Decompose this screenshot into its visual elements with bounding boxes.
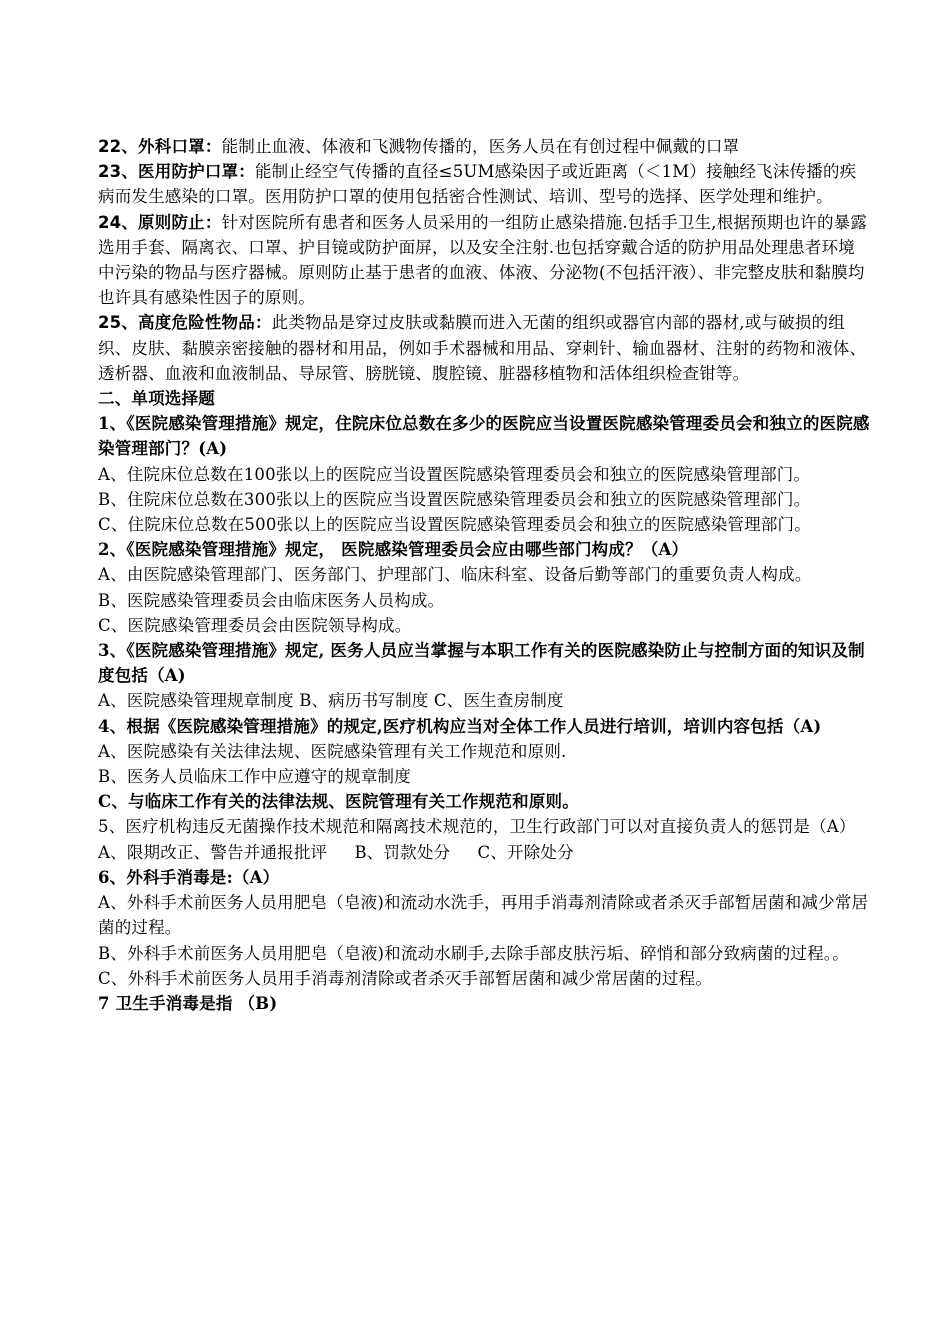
question-1-option-b: B、住院床位总数在300张以上的医院应当设置医院感染管理委员会和独立的医院感染管理部门。 <box>98 489 811 509</box>
question-4-stem: 4、根据《医院感染管理措施》的规定,医疗机构应当对全体工作人员进行培训，培训内容包括（A) <box>98 716 822 736</box>
definition-23 <box>98 159 870 209</box>
question-3-options: A、医院感染管理规章制度 B、病历书写制度 C、医生查房制度 <box>98 691 564 711</box>
definition-term: 25、高度危险性物品： <box>98 313 272 333</box>
definition-24 <box>98 210 870 311</box>
definition-text: 针对医院所有患者和医务人员采用的一组防止感染措施.包括手卫生,根据预期也许的暴露选用手套、隔离衣、口罩、护目镜或防护面屏，以及安全注射.也包括穿戴合适的防护用品处理患者环境中污染的物品与医疗器械。原则防止基于患者的血液、体液、分泌物(不包括汗液）、非完整皮肤和黏膜均也许具有感染性因子的原则。 <box>98 212 868 308</box>
question-5-stem: 5、医疗机构违反无菌操作技术规范和隔离技术规范的，卫生行政部门可以对直接负责人的惩罚是（A） <box>98 817 856 837</box>
question-1-option-c: C、住院床位总数在500张以上的医院应当设置医院感染管理委员会和独立的医院感染管理部门。 <box>98 515 811 535</box>
question-2-option-b: B、医院感染管理委员会由临床医务人员构成。 <box>98 590 445 610</box>
question-4-option-b: B、医务人员临床工作中应遵守的规章制度 <box>98 767 411 787</box>
question-6-option-c: C、外科手术前医务人员用手消毒剂清除或者杀灭手部暂居菌和减少常居菌的过程。 <box>98 968 713 988</box>
question-2-stem: 2、《医院感染管理措施》规定， 医院感染管理委员会应由哪些部门构成？（A） <box>98 540 689 560</box>
definition-25 <box>98 310 870 386</box>
definition-text: 能制止血液、体液和飞溅物传播的，医务人员在有创过程中佩戴的口罩 <box>221 137 740 156</box>
section-title: 二、单项选择题 <box>98 389 215 409</box>
question-4-option-a: A、医院感染有关法律法规、医院感染管理有关工作规范和原则. <box>98 741 567 761</box>
question-2-option-a: A、由医院感染管理部门、医务部门、护理部门、临床科室、设备后勤等部门的重要负责人构成。 <box>98 565 812 585</box>
question-2-option-c: C、医院感染管理委员会由医院领导构成。 <box>98 615 412 635</box>
definition-text: 此类物品是穿过皮肤或黏膜而进入无菌的组织或器官内部的器材,或与破损的组织、皮肤、黏膜亲密接触的器材和用品，例如手术器械和用品、穿刺针、输血器材、注射的药物和液体、透析器、血液和血液制品、导尿管、膀胱镜、腹腔镜、脏器移植物和活体组织检查钳等。 <box>98 313 867 383</box>
definition-term: 24、原则防止： <box>98 212 222 232</box>
definition-term: 22、外科口罩： <box>98 137 222 156</box>
question-1-option-a: A、住院床位总数在100张以上的医院应当设置医院感染管理委员会和独立的医院感染管理部门。 <box>98 464 811 484</box>
question-3-stem: 3、《医院感染管理措施》规定, 医务人员应当掌握与本职工作有关的医院感染防止与控制方面的知识及制度包括（A) <box>98 641 865 686</box>
question-7-stem: 7 卫生手消毒是指 （B) <box>98 993 278 1013</box>
question-6-stem: 6、外科手消毒是:（A） <box>98 867 280 887</box>
question-1-stem: 1、《医院感染管理措施》规定，住院床位总数在多少的医院应当设置医院感染管理委员会和独立的医院感染管理部门？(A) <box>98 414 870 459</box>
question-5-options: A、限期改正、警告并通报批评 B、罚款处分 C、开除处分 <box>98 842 574 862</box>
definition-22 <box>98 134 870 159</box>
definition-text: 能制止经空气传播的直径≤5UM感染因子或近距离（＜1M）接触经飞沫传播的疾病而发生感染的口罩。医用防护口罩的使用包括密合性测试、培训、型号的选择、医学处理和维护。 <box>98 162 857 207</box>
question-4-option-c: C、与临床工作有关的法律法规、医院管理有关工作规范和原则。 <box>98 792 579 812</box>
definition-term: 23、医用防护口罩： <box>98 162 255 182</box>
question-6-option-b: B、外科手术前医务人员用肥皂（皂液)和流动水刷手,去除手部皮肤污垢、碎悄和部分致病菌的过程。。 <box>98 943 849 963</box>
document-body <box>98 134 870 1016</box>
question-6-option-a: A、外科手术前医务人员用肥皂（皂液)和流动水洗手，再用手消毒剂清除或者杀灭手部暂居菌和减少常居菌的过程。 <box>98 893 869 938</box>
